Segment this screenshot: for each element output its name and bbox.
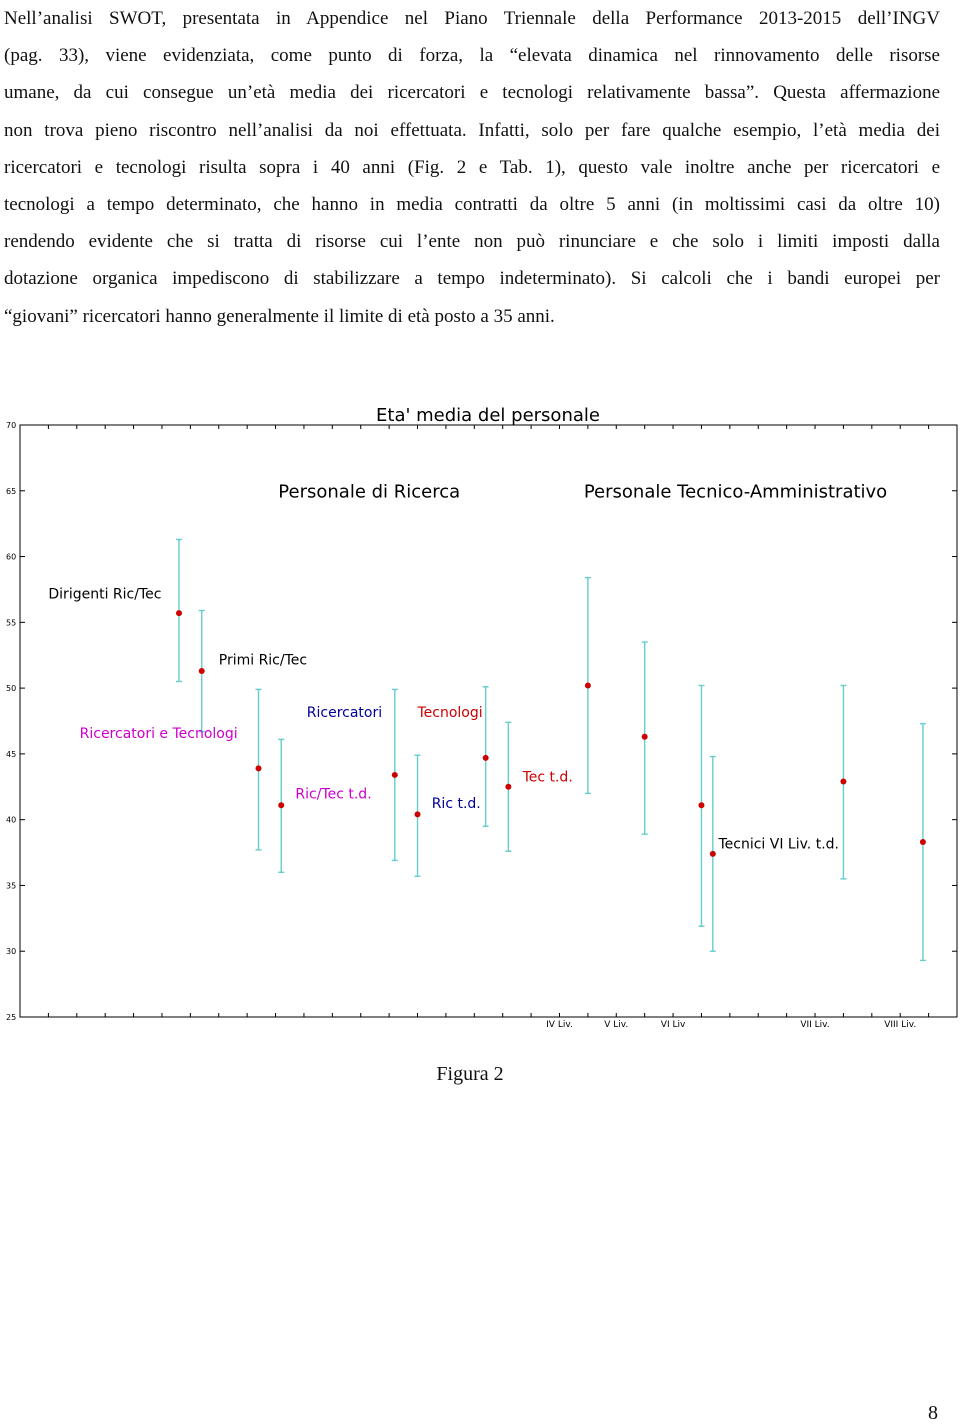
paragraph-line: Nell’analisi SWOT, presentata in Appendice nel Piano Triennale della Performance 2013-2015 dell’INGV bbox=[4, 8, 940, 29]
paragraph-line: tecnologi a tempo determinato, che hanno in media contratti da oltre 5 anni (in moltissimi casi da oltre 10) bbox=[4, 194, 940, 216]
y-tick-label: 35 bbox=[6, 881, 17, 891]
data-point bbox=[415, 811, 421, 817]
paragraph-line: ricercatori e tecnologi risulta sopra i 40 anni (Fig. 2 e Tab. 1), questo vale inoltre anche per ricercatori e bbox=[4, 156, 940, 178]
plot-frame bbox=[20, 425, 957, 1017]
chart-title: Eta' media del personale bbox=[376, 405, 600, 426]
data-point bbox=[392, 772, 398, 778]
annotation-label: Tecnologi bbox=[417, 705, 483, 722]
annotation-label: Tec t.d. bbox=[522, 769, 573, 786]
annotation-label: Tecnici VI Liv. t.d. bbox=[718, 836, 840, 853]
y-tick-label: 65 bbox=[6, 486, 17, 496]
section-title: Personale Tecnico-Amministrativo bbox=[583, 481, 888, 503]
age-chart bbox=[0, 395, 960, 1045]
annotation-label: Ricercatori e Tecnologi bbox=[79, 726, 238, 743]
data-point bbox=[920, 839, 926, 845]
data-point bbox=[256, 765, 262, 771]
data-point bbox=[199, 668, 205, 674]
body-paragraph bbox=[4, 0, 940, 335]
page-number: 8 bbox=[928, 1402, 938, 1424]
data-point bbox=[642, 734, 648, 740]
x-tick-label: IV Liv. bbox=[546, 1020, 573, 1030]
x-tick-label: V Liv. bbox=[604, 1020, 629, 1030]
x-tick-label: VII Liv. bbox=[800, 1020, 830, 1030]
annotation-label: Ricercatori bbox=[306, 705, 383, 722]
y-tick-label: 50 bbox=[6, 684, 17, 694]
paragraph-line: rendendo evidente che si tratta di risorse cui l’ente non può rinunciare e che solo i limiti imposti dalla bbox=[4, 231, 940, 253]
annotation-label: Dirigenti Ric/Tec bbox=[48, 586, 162, 603]
data-point bbox=[698, 802, 704, 808]
paragraph-line: dotazione organica impediscono di stabilizzare a tempo indeterminato). Si calcoli che i bandi europei per bbox=[4, 268, 940, 290]
section-title: Personale di Ricerca bbox=[278, 481, 461, 503]
paragraph-line: “giovani” ricercatori hanno generalmente il limite di età posto a 35 anni. bbox=[4, 305, 555, 327]
y-tick-label: 45 bbox=[6, 749, 17, 759]
y-tick-label: 70 bbox=[6, 421, 17, 430]
figure-caption: Figura 2 bbox=[436, 1063, 504, 1085]
y-tick-label: 40 bbox=[6, 815, 17, 825]
data-point bbox=[585, 682, 591, 688]
data-point bbox=[840, 779, 846, 785]
paragraph-line: (pag. 33), viene evidenziata, come punto di forza, la “elevata dinamica nel rinnovamento delle risorse bbox=[4, 45, 940, 67]
data-point bbox=[710, 851, 716, 857]
annotation-label: Primi Ric/Tec bbox=[218, 652, 308, 669]
annotation-label: Ric/Tec t.d. bbox=[295, 786, 372, 803]
x-tick-label: VI Liv bbox=[660, 1020, 686, 1030]
data-point bbox=[278, 802, 284, 808]
y-tick-label: 60 bbox=[6, 552, 17, 562]
annotation-label: Ric t.d. bbox=[431, 795, 481, 812]
data-point bbox=[176, 610, 182, 616]
data-point bbox=[505, 784, 511, 790]
data-point bbox=[483, 755, 489, 761]
y-tick-label: 30 bbox=[6, 947, 17, 957]
x-tick-label: VIII Liv. bbox=[884, 1020, 917, 1030]
paragraph-line: umane, da cui consegue un’età media dei ricercatori e tecnologi relativamente bassa”. Questa affermazione bbox=[4, 82, 940, 104]
y-tick-label: 25 bbox=[6, 1013, 17, 1022]
y-tick-label: 55 bbox=[6, 618, 17, 628]
paragraph-line: non trova pieno riscontro nell’analisi da noi effettuata. Infatti, solo per fare qualche esempio, l’età media dei bbox=[4, 119, 940, 141]
